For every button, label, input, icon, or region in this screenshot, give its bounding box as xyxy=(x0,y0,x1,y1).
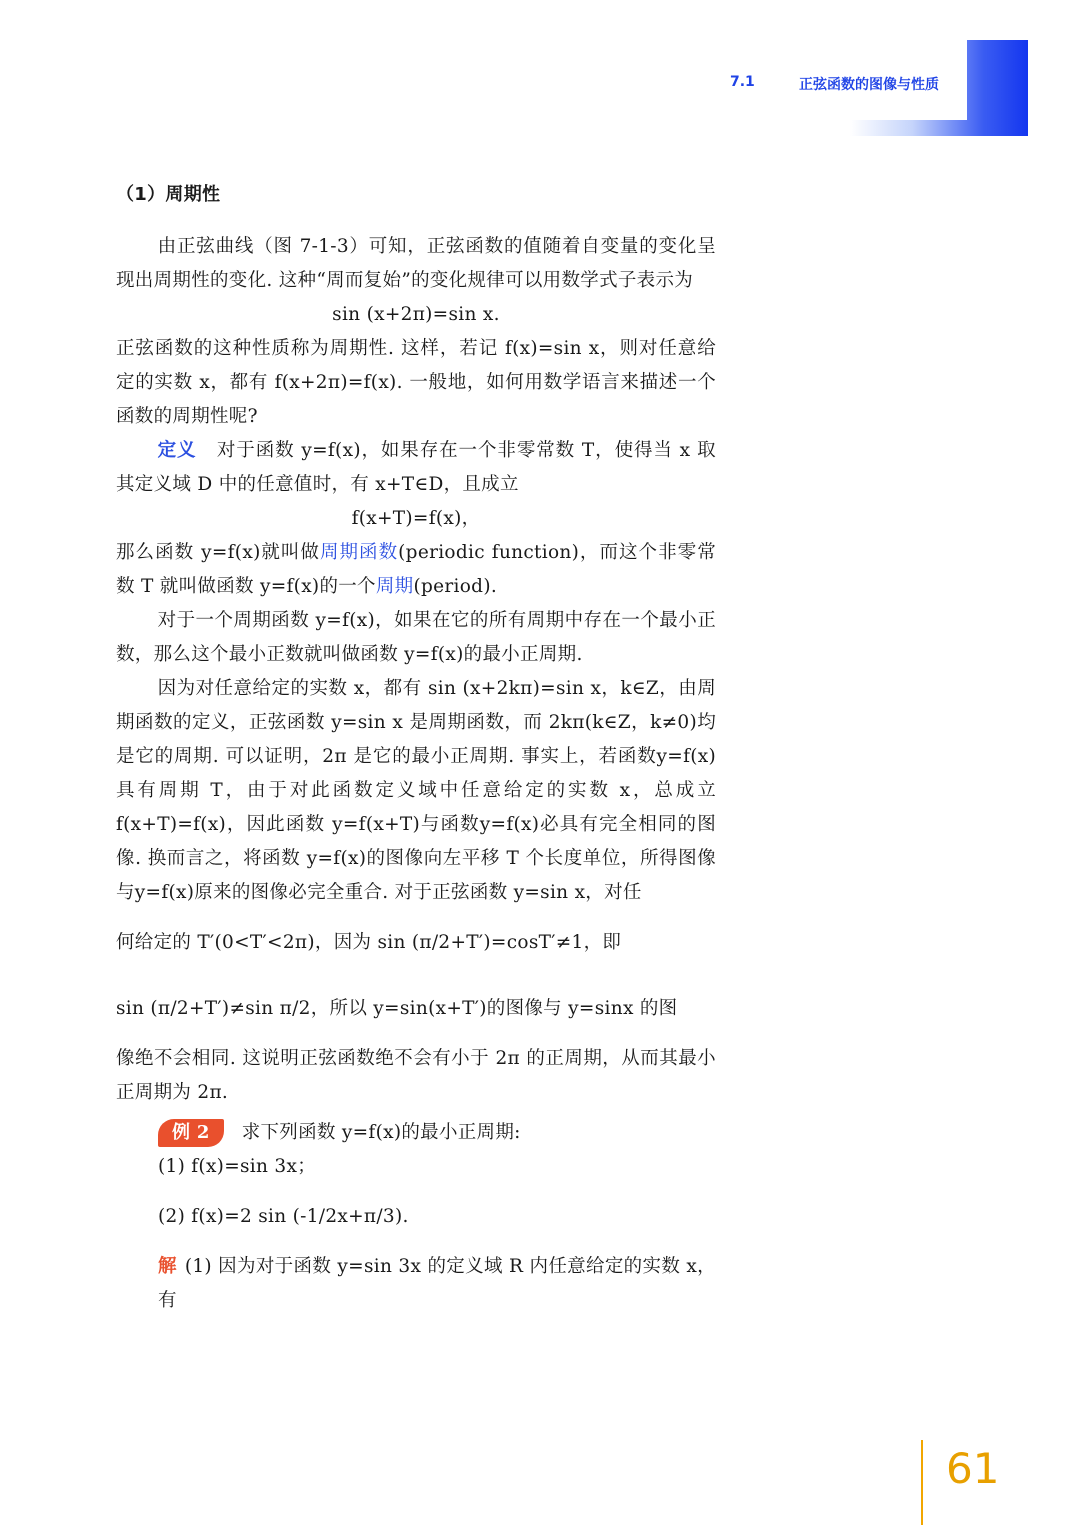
definition-paragraph xyxy=(116,434,716,502)
paragraph-proof-line-b: sin (π/2+T′)≠sin π/2，所以 y=sin(x+T′)的图像与 y=sinx 的图 xyxy=(116,998,678,1019)
paragraph-min-period: 对于一个周期函数 y=f(x)，如果在它的所有周期中存在一个最小正数，那么这个最小正数就叫做函数 y=f(x)的最小正周期. xyxy=(116,610,716,665)
paragraph-intro: 由正弦曲线（图 7-1-3）可知，正弦函数的值随着自变量的变化呈现出周期性的变化. 这种“周而复始”的变化规律可以用数学式子表示为 xyxy=(116,236,716,291)
equation-sin-period: sin (x+2π)=sin x. xyxy=(332,304,500,325)
paragraph-proof-line-a: 何给定的 T′(0<T′<2π)，因为 sin (π/2+T′)=cosT′≠1，即 xyxy=(116,932,622,953)
paragraph-proof: 因为对任意给定的实数 x，都有 sin (x+2kπ)=sin x，k∈Z，由周期函数的定义，正弦函数 y=sin x 是周期函数，而 2kπ(k∈Z，k≠0)均是它的周期. 可以证明，2π 是它的最小正周期. 事实上，若函数y=f(x)具有周期 T，由于对此函数定义域中任意给定的实数 x，总成立 f(x+T)=f(x)，因此函数 y=f(x+T)与函数y=f(x)必具有完全相同的图像. 换而言之，将函数 y=f(x)的图像向左平移 T 个长度单位，所得图像与y=f(x)原来的图像必完全重合. 对于正弦函数 y=sin x，对任 xyxy=(116,678,716,903)
paragraph-proof-end: 像绝不会相同. 这说明正弦函数绝不会有小于 2π 的正周期，从而其最小正周期为 2π. xyxy=(116,1048,716,1103)
solution-paragraph xyxy=(116,1250,716,1318)
example-text: 求下列函数 y=f(x)的最小正周期: xyxy=(241,1122,521,1143)
term-periodic-function: 周期函数 xyxy=(319,542,399,563)
page-content xyxy=(116,178,716,1318)
example-badge: 例 2 xyxy=(158,1119,224,1147)
equation-periodic: f(x+T)=f(x)， xyxy=(351,508,481,529)
page-number: 61 xyxy=(946,1444,1000,1493)
term-period: 周期 xyxy=(375,576,414,597)
example-item-1: (1) f(x)=sin 3x； xyxy=(158,1156,317,1177)
subsection-heading: （1）周期性 xyxy=(116,184,221,205)
example-item-2: (2) f(x)=2 sin (-1/2x+π/3). xyxy=(158,1206,409,1227)
definition-text: 对于函数 y=f(x)，如果存在一个非零常数 T，使得当 x 取其定义域 D 中的任意值时，有 x+T∈D，且成立 xyxy=(116,440,716,495)
solution-label: 解 xyxy=(158,1256,177,1277)
text-fragment: 那么函数 y=f(x)就叫做 xyxy=(116,542,320,563)
example-2 xyxy=(116,1116,716,1150)
section-number: 7.1 xyxy=(730,74,755,90)
text-fragment: (period). xyxy=(413,576,498,597)
solution-text: (1) 因为对于函数 y=sin 3x 的定义域 R 内任意给定的实数 x，有 xyxy=(158,1256,716,1311)
paragraph-periodic-function xyxy=(116,536,716,604)
paragraph-periodicity: 正弦函数的这种性质称为周期性. 这样，若记 f(x)=sin x，则对任意给定的实数 x，都有 f(x+2π)=f(x). 一般地，如何用数学语言来描述一个函数的周期性呢? xyxy=(116,338,716,427)
definition-label: 定义 xyxy=(157,440,197,461)
page-number-rule xyxy=(921,1440,923,1525)
section-title: 正弦函数的图像与性质 xyxy=(799,77,939,93)
text-fragment: (periodic function)，而这个非零常数 T 就叫做函数 y=f(x)的一个 xyxy=(116,542,716,597)
